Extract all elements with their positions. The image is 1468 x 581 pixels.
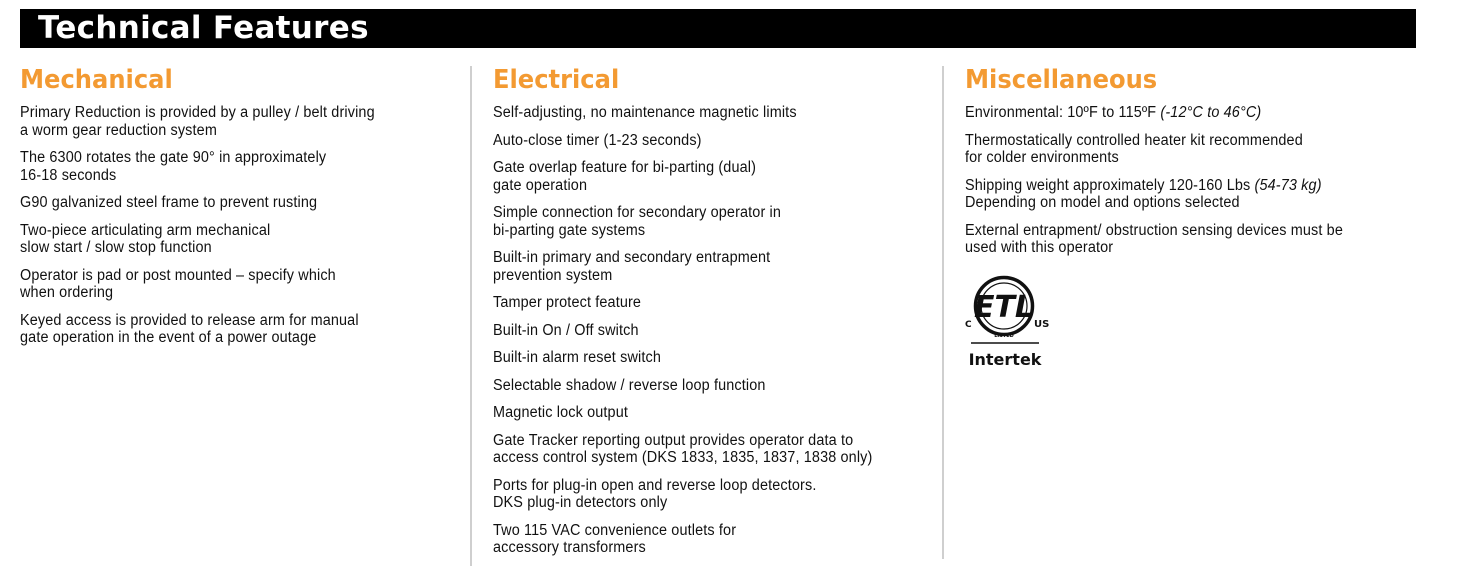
list-item: Built-in primary and secondary entrapment prevention system [493, 249, 771, 284]
miscellaneous-column [965, 64, 1410, 267]
list-item: External entrapment/ obstruction sensing devices must be used with this operator [965, 221, 1344, 256]
list-item: Ports for plug-in open and reverse loop detectors. DKS plug-in detectors only [493, 476, 817, 511]
etl-listed-logo [965, 270, 1065, 370]
list-item: Operator is pad or post mounted – specify which when ordering [20, 266, 336, 301]
list-item: Two 115 VAC convenience outlets for accessory transformers [493, 521, 737, 556]
column-divider [470, 66, 472, 566]
list-item: Primary Reduction is provided by a pulley / belt driving a worm gear reduction system [20, 104, 375, 139]
etl-logo-graphic [965, 270, 1065, 370]
list-item: Selectable shadow / reverse loop function [493, 376, 766, 394]
c-letter: C [965, 320, 972, 330]
list-item: Thermostatically controlled heater kit recommended for colder environments [965, 131, 1303, 166]
list-item: The 6300 rotates the gate 90° in approximately 16-18 seconds [20, 149, 327, 184]
column-divider [942, 66, 944, 559]
miscellaneous-heading: Miscellaneous [965, 65, 1158, 95]
list-item-environmental [965, 104, 1402, 122]
mechanical-column [20, 64, 460, 357]
list-item: Gate Tracker reporting output provides operator data to access control system (DKS 1833, 1835, 1837, 1838 only) [493, 431, 873, 466]
title-bar [20, 9, 1416, 48]
electrical-column [493, 64, 933, 567]
list-item: Gate overlap feature for bi-parting (dual) gate operation [493, 159, 757, 194]
mechanical-heading: Mechanical [20, 65, 173, 95]
list-item: Auto-close timer (1-23 seconds) [493, 131, 702, 149]
shipping-note: Depending on model and options selected [965, 194, 1240, 211]
list-item: Tamper protect feature [493, 294, 642, 311]
etl-mark: ETL [973, 290, 1035, 325]
intertek-text: Intertek [968, 350, 1042, 369]
list-item: Two-piece articulating arm mechanical slow start / slow stop function [20, 221, 271, 256]
listed-text: LISTED [994, 333, 1014, 339]
environmental-text: Environmental: 10ºF to 115ºF [965, 104, 1161, 121]
list-item: Magnetic lock output [493, 404, 629, 421]
list-item: Keyed access is provided to release arm for manual gate operation in the event of a power outage [20, 311, 359, 346]
list-item: G90 galvanized steel frame to prevent rusting [20, 194, 318, 211]
list-item: Self-adjusting, no maintenance magnetic limits [493, 104, 797, 121]
list-item: Built-in On / Off switch [493, 321, 639, 339]
shipping-metric: (54-73 kg) [1254, 176, 1322, 194]
electrical-heading: Electrical [493, 65, 620, 95]
us-letters: US [1034, 319, 1050, 330]
list-item: Simple connection for secondary operator in bi-parting gate systems [493, 204, 782, 239]
page-title: Technical Features [38, 10, 369, 46]
list-item: Built-in alarm reset switch [493, 349, 661, 366]
environmental-metric: (-12°C to 46°C) [1160, 104, 1262, 121]
list-item-shipping [965, 177, 1402, 212]
shipping-text: Shipping weight approximately 120-160 Lbs [965, 176, 1255, 194]
